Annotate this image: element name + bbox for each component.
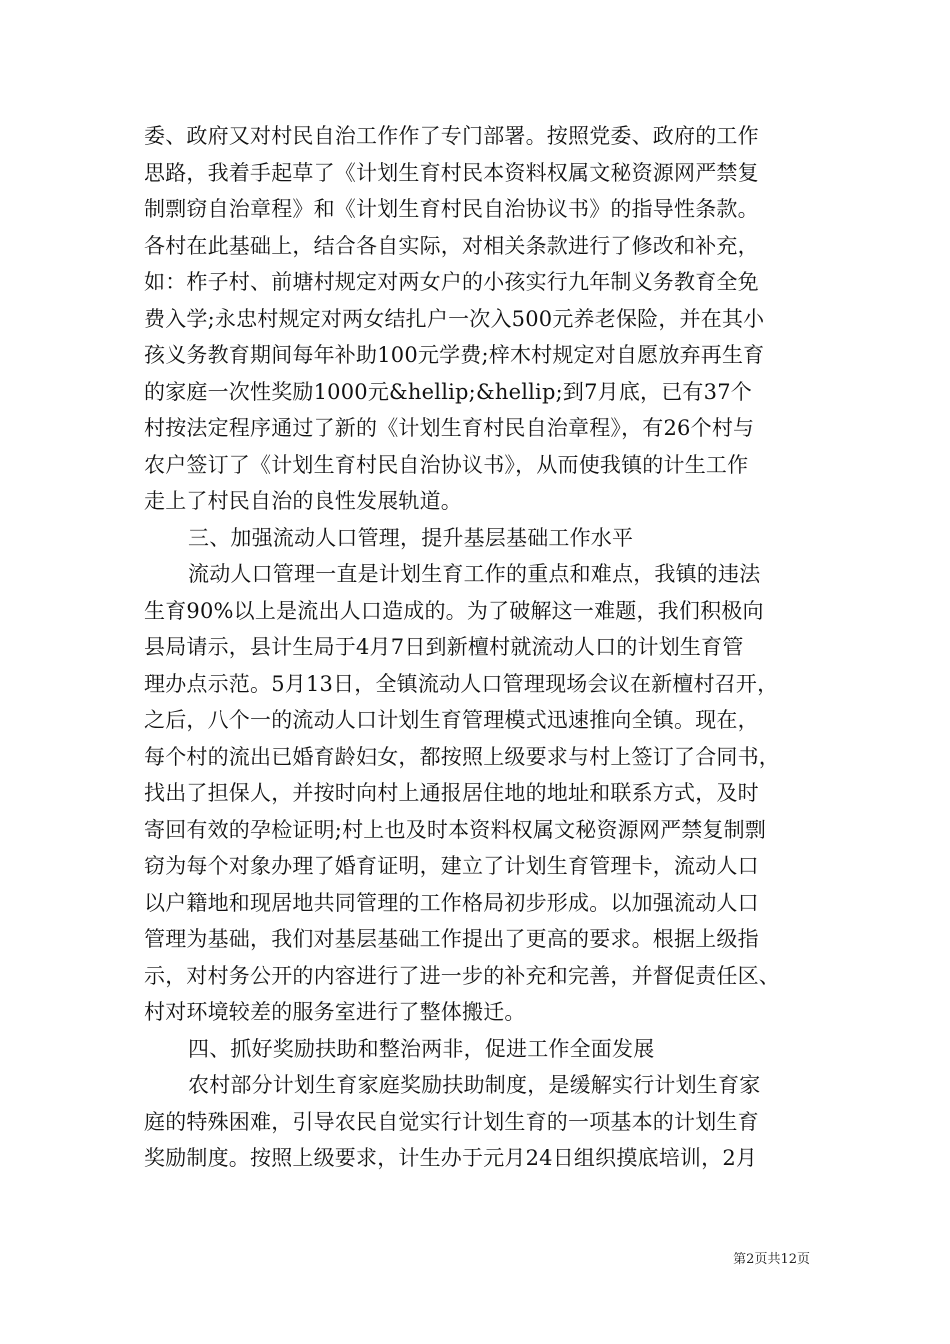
text-line: 管理为基础，我们对基层基础工作提出了更高的要求。根据上级指 — [144, 927, 759, 951]
text-line: 理办点示范。5月13日，全镇流动人口管理现场会议在新檀村召开， — [144, 671, 779, 696]
text-line: 生育90%以上是流出人口造成的。为了破解这一难题，我们积极向 — [144, 598, 764, 623]
text-line: 委、政府又对村民自治工作作了专门部署。按照党委、政府的工作 — [144, 124, 759, 148]
text-line: 思路，我着手起草了《计划生育村民本资料权属文秘资源网严禁复 — [144, 160, 759, 185]
text-line: 村按法定程序通过了新的《计划生育村民自治章程》，有26个村与 — [144, 416, 755, 440]
text-line: 的家庭一次性奖励1000元&hellip;&hellip;到7月底，已有37个 — [144, 379, 752, 404]
text-line: 走上了村民自治的良性发展轨道。 — [144, 489, 462, 513]
page-number: 第2页共12页 — [733, 1252, 810, 1267]
text-line: 县局请示，县计生局于4月7日到新檀村就流动人口的计划生育管 — [144, 635, 744, 659]
text-line: 之后，八个一的流动人口计划生育管理模式迅速推向全镇。现在， — [144, 708, 759, 732]
text-line: 每个村的流出已婚育龄妇女，都按照上级要求与村上签订了合同书， — [144, 744, 780, 769]
text-line: 费入学;永忠村规定对两女结扎户一次入500元养老保险，并在其小 — [144, 306, 765, 331]
text-line: 孩义务教育期间每年补助100元学费;梓木村规定对自愿放弃再生育 — [144, 343, 765, 367]
text-line: 窃为每个对象办理了婚育证明，建立了计划生育管理卡，流动人口 — [144, 854, 759, 878]
text-line: 如：柞子村、前塘村规定对两女户的小孩实行九年制义务教育全免 — [144, 270, 759, 294]
text-line: 寄回有效的孕检证明;村上也及时本资料权属文秘资源网严禁复制剽 — [144, 817, 767, 842]
body-text — [144, 118, 810, 1177]
text-line: 找出了担保人，并按时向村上通报居住地的地址和联系方式，及时 — [144, 781, 759, 805]
section-heading: 四、抓好奖励扶助和整治两非，促进工作全面发展 — [188, 1036, 655, 1061]
text-line: 制剽窃自治章程》和《计划生育村民自治协议书》的指导性条款。 — [144, 197, 759, 221]
text-line: 庭的特殊困难，引导农民自觉实行计划生育的一项基本的计划生育 — [144, 1109, 759, 1134]
text-line: 农户签订了《计划生育村民自治协议书》，从而使我镇的计生工作 — [144, 452, 749, 477]
text-line: 村对环境较差的服务室进行了整体搬迁。 — [144, 1000, 526, 1024]
text-line: 以户籍地和现居地共同管理的工作格局初步形成。以加强流动人口 — [144, 890, 759, 915]
text-line: 奖励制度。按照上级要求，计生办于元月24日组织摸底培训，2月 — [144, 1146, 758, 1170]
text-line: 农村部分计划生育家庭奖励扶助制度，是缓解实行计划生育家 — [188, 1073, 761, 1097]
text-line: 示，对村务公开的内容进行了进一步的补充和完善，并督促责任区、 — [144, 963, 780, 988]
text-line: 流动人口管理一直是计划生育工作的重点和难点，我镇的违法 — [188, 562, 761, 586]
text-line: 各村在此基础上，结合各自实际，对相关条款进行了修改和补充， — [144, 233, 759, 258]
section-heading: 三、加强流动人口管理，提升基层基础工作水平 — [188, 525, 634, 550]
